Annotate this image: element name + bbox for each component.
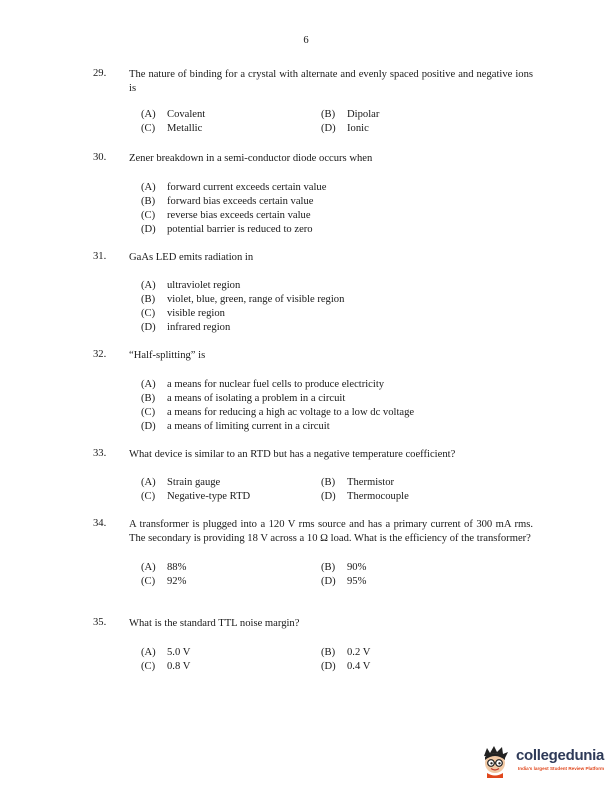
question-35 [93, 617, 533, 674]
options [141, 476, 533, 504]
option-b: (B) forward bias exceeds certain value [141, 195, 314, 207]
option-d: (D) Thermocouple [321, 490, 409, 502]
collegedunia-logo[interactable] [478, 744, 608, 778]
question-29 [93, 68, 533, 136]
question-33 [93, 448, 533, 504]
option-c: (C) 0.8 V [141, 660, 191, 672]
option-b: (B) a means of isolating a problem in a circuit [141, 392, 346, 404]
question-text: A transformer is plugged into a 120 V rms source and has a primary current of 300 mA rms. The secondary is providing 18 V across a 10 Ω load. What is the efficiency of the transformer? [129, 519, 533, 544]
question-number: 32. [93, 349, 107, 360]
question-31 [93, 251, 533, 335]
question-number: 29. [93, 68, 107, 79]
options [141, 279, 533, 335]
options [141, 646, 533, 674]
option-a: (A) 88% [141, 562, 187, 574]
option-c: (C) 92% [141, 576, 187, 588]
option-c: (C) Negative-type RTD [141, 490, 251, 502]
option-d: (D) a means of limiting current in a circuit [141, 420, 330, 432]
question-number: 30. [93, 152, 107, 163]
option-a: (A) Strain gauge [141, 476, 221, 488]
option-a: (A) 5.0 V [141, 646, 191, 658]
question-34 [93, 518, 533, 589]
mascot-icon [478, 744, 512, 778]
option-b: (B) Thermistor [321, 476, 395, 488]
option-a: (A) a means for nuclear fuel cells to produce electricity [141, 378, 385, 390]
options [141, 378, 533, 434]
question-number: 33. [93, 448, 107, 459]
question-text: Zener breakdown in a semi-conductor diode occurs when [129, 153, 373, 164]
option-a: (A) ultraviolet region [141, 279, 241, 291]
options [141, 561, 533, 589]
option-d: (D) 95% [321, 576, 367, 588]
option-c: (C) reverse bias exceeds certain value [141, 209, 311, 221]
question-text: “Half-splitting” is [129, 350, 206, 361]
logo-name: collegedunia [516, 747, 605, 764]
question-text: What is the standard TTL noise margin? [129, 618, 300, 629]
page-number: 6 [303, 35, 309, 46]
option-d: (D) 0.4 V [321, 660, 371, 672]
option-c: (C) visible region [141, 307, 225, 319]
option-d: (D) Ionic [321, 123, 369, 135]
question-text: What device is similar to an RTD but has a negative temperature coefficient? [129, 449, 456, 460]
option-a: (A) Covalent [141, 109, 206, 121]
option-b: (B) violet, blue, green, range of visible region [141, 293, 345, 305]
question-32 [93, 349, 533, 434]
question-text: The nature of binding for a crystal with alternate and evenly spaced positive and negative ions is [129, 69, 533, 94]
logo-tagline: India's largest Student Review Platform [518, 766, 605, 771]
question-number: 31. [93, 251, 107, 262]
option-c: (C) a means for reducing a high ac voltage to a low dc voltage [141, 406, 415, 418]
option-b: (B) 0.2 V [321, 646, 371, 658]
option-c: (C) Metallic [141, 123, 203, 135]
options [141, 181, 533, 237]
question-30 [93, 152, 533, 237]
option-b: (B) Dipolar [321, 109, 380, 121]
option-b: (B) 90% [321, 562, 367, 574]
options [141, 108, 533, 136]
option-d: (D) infrared region [141, 321, 231, 333]
question-text: GaAs LED emits radiation in [129, 252, 254, 263]
question-number: 34. [93, 518, 107, 529]
question-number: 35. [93, 617, 107, 628]
option-d: (D) potential barrier is reduced to zero [141, 223, 313, 235]
option-a: (A) forward current exceeds certain value [141, 181, 327, 193]
